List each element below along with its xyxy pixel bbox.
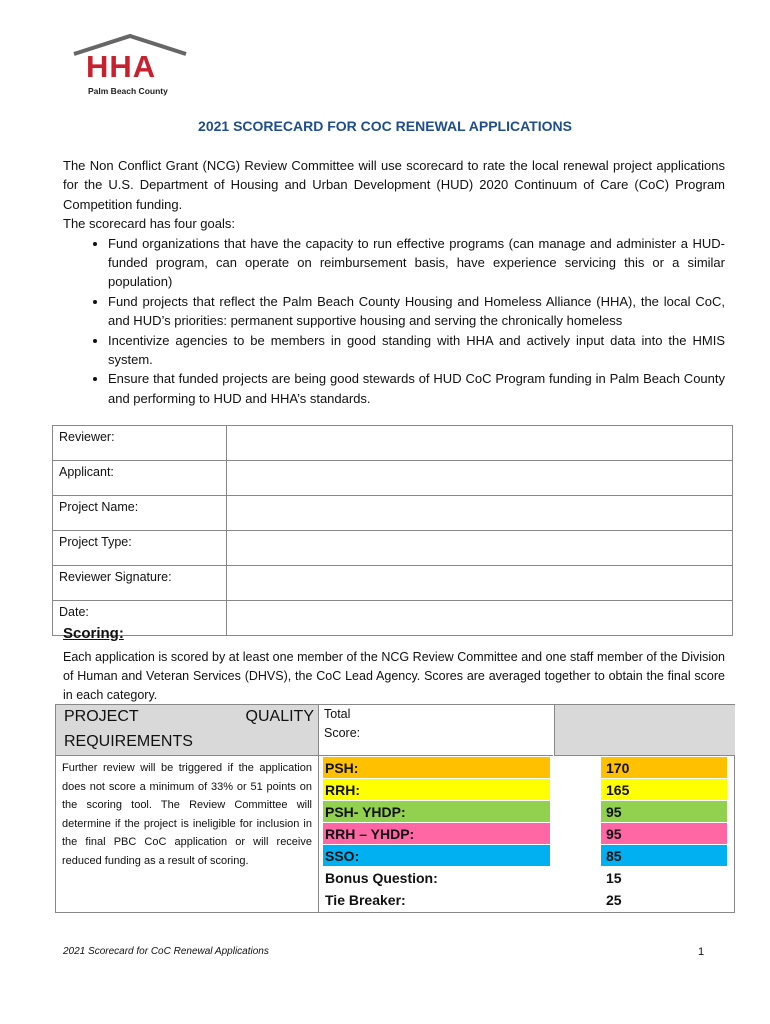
field-value-applicant[interactable]	[227, 461, 733, 496]
field-value-date[interactable]	[227, 601, 733, 636]
page-number: 1	[698, 946, 705, 958]
goal-item: • Fund projects that reflect the Palm Beach County Housing and Homeless Alliance (HHA), the local CoC, and HUD’s priorities: permanent supportive housing and serving the chronically homeless	[108, 292, 725, 331]
points-psh-yhdp: 95	[601, 801, 727, 822]
total-label: Total	[324, 707, 351, 721]
goal-item: • Ensure that funded projects are being good stewards of HUD CoC Program funding in Palm Beach County and performing to HUD and HHA’s standards.	[108, 369, 725, 408]
header-requirements: REQUIREMENTS	[64, 733, 193, 750]
page-title: 2021 SCORECARD FOR COC RENEWAL APPLICATIONS	[198, 118, 572, 134]
category-tie-breaker: Tie Breaker:	[325, 892, 406, 908]
review-note: Further review will be triggered if the application does not score a minimum of 33% or 51 points on the scoring tool. The Review Committee will determine if the project is ineligible for inclusion in the final PBC CoC application or will receive reduced funding as a result of scoring.	[62, 762, 312, 867]
scoring-text: Each application is scored by at least one member of the NCG Review Committee and one staff member of the Division of Human and Veteran Services (DHVS), the CoC Lead Agency. Scores are averaged together to obtain the final score in each category.	[63, 650, 725, 702]
points-sso: 85	[601, 845, 727, 866]
field-value-reviewer-signature[interactable]	[227, 566, 733, 601]
intro-section	[63, 156, 725, 408]
goals-list	[63, 234, 725, 409]
intro-paragraph: The Non Conflict Grant (NCG) Review Committee will use scorecard to rate the local renewal project applications for the U.S. Department of Housing and Urban Development (HUD) 2020 Continuum of Care (CoC) Program Competition funding.	[63, 158, 725, 212]
logo-text: HHA	[86, 49, 157, 84]
goal-item: • Fund organizations that have the capacity to run effective programs (can manage and administer a HUD-funded program, can operate on reimbursement basis, have experience servicing this or a similar population)	[108, 234, 725, 292]
logo-subtitle: Palm Beach County	[88, 86, 168, 96]
total-score-header	[319, 705, 553, 756]
field-label-reviewer-signature: Reviewer Signature:	[53, 566, 227, 601]
points-psh: 170	[601, 757, 727, 778]
field-value-reviewer[interactable]	[227, 426, 733, 461]
field-label-reviewer: Reviewer:	[53, 426, 227, 461]
field-label-date: Date:	[53, 601, 227, 636]
score-table	[55, 704, 735, 913]
category-psh-yhdp: PSH- YHDP:	[323, 801, 550, 822]
category-bonus-question: Bonus Question:	[325, 870, 438, 886]
project-quality-header	[56, 705, 319, 756]
column-divider	[318, 755, 319, 912]
total-score-value[interactable]	[554, 705, 735, 756]
field-value-project-name[interactable]	[227, 496, 733, 531]
points-rrh-yhdp: 95	[601, 823, 727, 844]
score-label: Score:	[324, 726, 361, 740]
category-rrh: RRH:	[323, 779, 550, 800]
category-psh: PSH:	[323, 757, 550, 778]
field-label-project-name: Project Name:	[53, 496, 227, 531]
field-label-applicant: Applicant:	[53, 461, 227, 496]
hha-logo	[70, 32, 190, 98]
header-project: PROJECT	[64, 708, 139, 725]
scoring-heading: Scoring:	[63, 625, 124, 642]
points-rrh: 165	[601, 779, 727, 800]
goal-item: • Incentivize agencies to be members in good standing with HHA and actively input data into the HMIS system.	[108, 331, 725, 370]
table-row	[53, 461, 733, 496]
points-tie-breaker: 25	[606, 892, 622, 908]
footer-text: 2021 Scorecard for CoC Renewal Applications	[63, 946, 269, 957]
table-row	[53, 601, 733, 636]
table-row	[53, 426, 733, 461]
header-quality: QUALITY	[245, 708, 314, 725]
category-sso: SSO:	[323, 845, 550, 866]
table-row	[53, 531, 733, 566]
reviewer-info-table	[52, 425, 733, 636]
category-rrh-yhdp: RRH – YHDP:	[323, 823, 550, 844]
field-label-project-type: Project Type:	[53, 531, 227, 566]
table-row	[53, 566, 733, 601]
points-bonus-question: 15	[606, 870, 622, 886]
goals-lead: The scorecard has four goals:	[63, 216, 235, 232]
field-value-project-type[interactable]	[227, 531, 733, 566]
table-row	[53, 496, 733, 531]
